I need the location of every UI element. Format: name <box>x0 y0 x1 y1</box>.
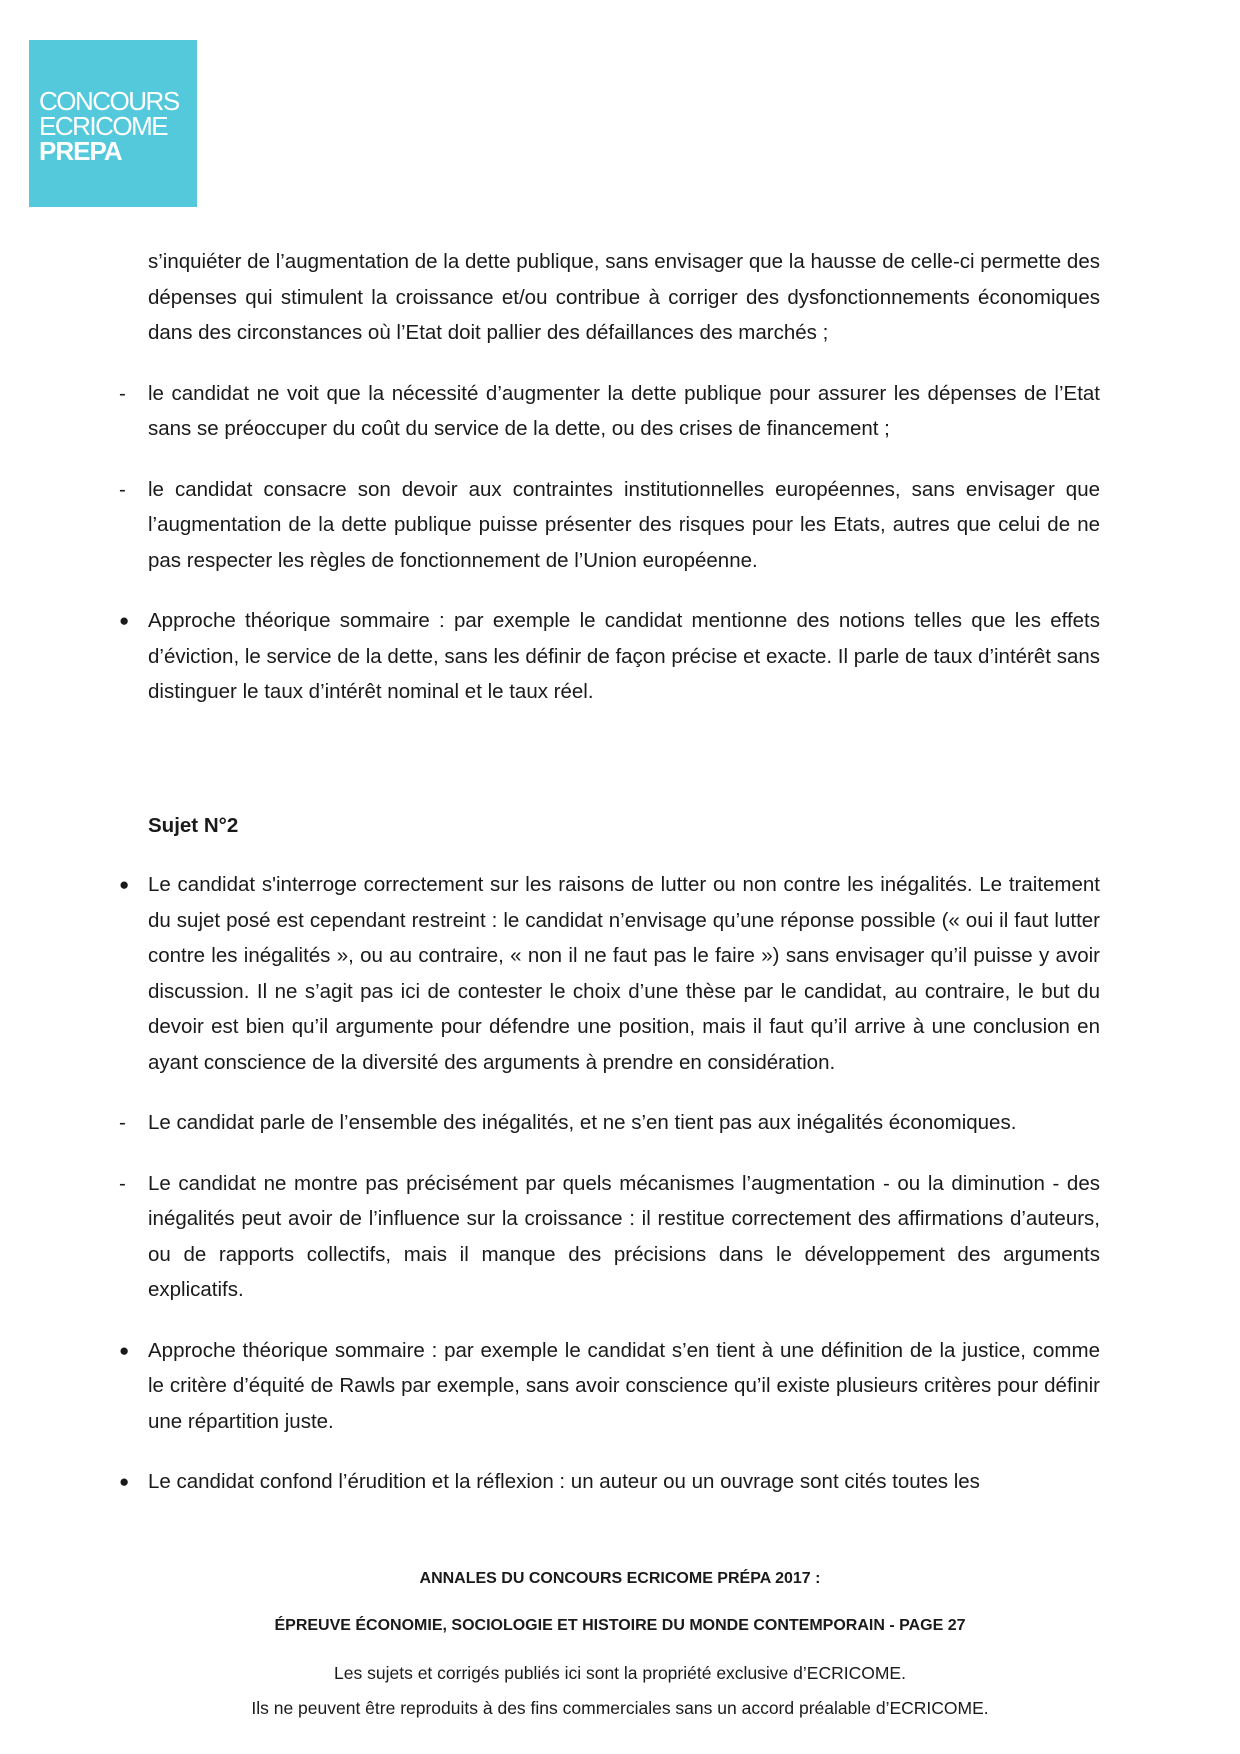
logo-line-prepa: PREPA <box>39 136 122 166</box>
page-content <box>119 244 1100 1525</box>
bullet-item: ● Approche théorique sommaire : par exemple le candidat s’en tient à une définition de la justice, comme le critère d’équité de Rawls par exemple, sans avoir conscience qu’il existe plusieurs critères pour définir une répartition juste. <box>148 1333 1100 1440</box>
dash-item: - le candidat consacre son devoir aux contraintes institutionnelles européennes, sans envisager que l’augmentation de la dette publique puisse présenter des risques pour les Etats, autres que celui de ne pas respecter les règles de fonctionnement de l’Union européenne. <box>148 472 1100 579</box>
bullet-item: ● Approche théorique sommaire : par exemple le candidat mentionne des notions telles que les effets d’éviction, le service de la dette, sans les définir de façon précise et exacte. Il parle de taux d’intérêt sans distinguer le taux d’intérêt nominal et le taux réel. <box>148 603 1100 710</box>
footer-copyright: Les sujets et corrigés publiés ici sont la propriété exclusive d’ECRICOME. <box>334 1663 906 1683</box>
ecricome-logo <box>29 40 197 207</box>
logo-line-concours: CONCOURS <box>39 86 179 116</box>
bullet-icon: ● <box>119 1340 130 1360</box>
bullet-icon: ● <box>119 1472 130 1491</box>
dash-marker: - <box>119 1171 126 1195</box>
dash-marker: - <box>119 1111 126 1134</box>
section-heading: Sujet N°2 <box>148 813 239 837</box>
dash-item: - Le candidat parle de l’ensemble des inégalités, et ne s’en tient pas aux inégalités économiques. <box>148 1105 1100 1141</box>
dash-marker: - <box>119 381 126 405</box>
dash-marker: - <box>119 477 126 501</box>
footer-annales: ANNALES DU CONCOURS ECRICOME PRÉPA 2017 : <box>419 1570 821 1587</box>
bullet-item: ● Le candidat s'interroge correctement sur les raisons de lutter ou non contre les inégalités. Le traitement du sujet posé est cependant restreint : le candidat n’envisage qu’une réponse possible (« oui il faut lutter contre les inégalités », ou au contraire, « non il ne faut pas le faire ») sans envisager qu’il puisse y avoir discussion. Il ne s’agit pas ici de contester le choix d’une thèse par le candidat, au contraire, le but du devoir est bien qu’il argumente pour défendre une position, mais il faut qu’il arrive à une conclusion en ayant conscience de la diversité des arguments à prendre en considération. <box>148 867 1100 1080</box>
bullet-icon: ● <box>119 611 130 630</box>
bullet-icon: ● <box>119 875 130 894</box>
footer-rights: Ils ne peuvent être reproduits à des fins commerciales sans un accord préalable d’ECRICOME. <box>251 1698 989 1718</box>
footer-epreuve: ÉPREUVE ÉCONOMIE, SOCIOLOGIE ET HISTOIRE DU MONDE CONTEMPORAIN - PAGE 27 <box>274 1617 966 1634</box>
bullet-item: ● Le candidat confond l’érudition et la réflexion : un auteur ou un ouvrage sont cités toutes les <box>148 1464 1100 1500</box>
paragraph-continuation: s’inquiéter de l’augmentation de la dette publique, sans envisager que la hausse de celle-ci permette des dépenses qui stimulent la croissance et/ou contribue à corriger des dysfonctionnements économiques dans des circonstances où l’Etat doit pallier des défaillances des marchés ; <box>148 250 1100 344</box>
dash-item: - Le candidat ne montre pas précisément par quels mécanismes l’augmentation - ou la diminution - des inégalités peut avoir de l’influence sur la croissance : il restitue correctement des affirmations d’auteurs, ou de rapports collectifs, mais il manque des précisions dans le développement des arguments explicatifs. <box>148 1166 1100 1308</box>
dash-item: - le candidat ne voit que la nécessité d’augmenter la dette publique pour assurer les dépenses de l’Etat sans se préoccuper du coût du service de la dette, ou des crises de financement ; <box>148 376 1100 447</box>
logo-line-ecricome: ECRICOME <box>39 111 168 141</box>
